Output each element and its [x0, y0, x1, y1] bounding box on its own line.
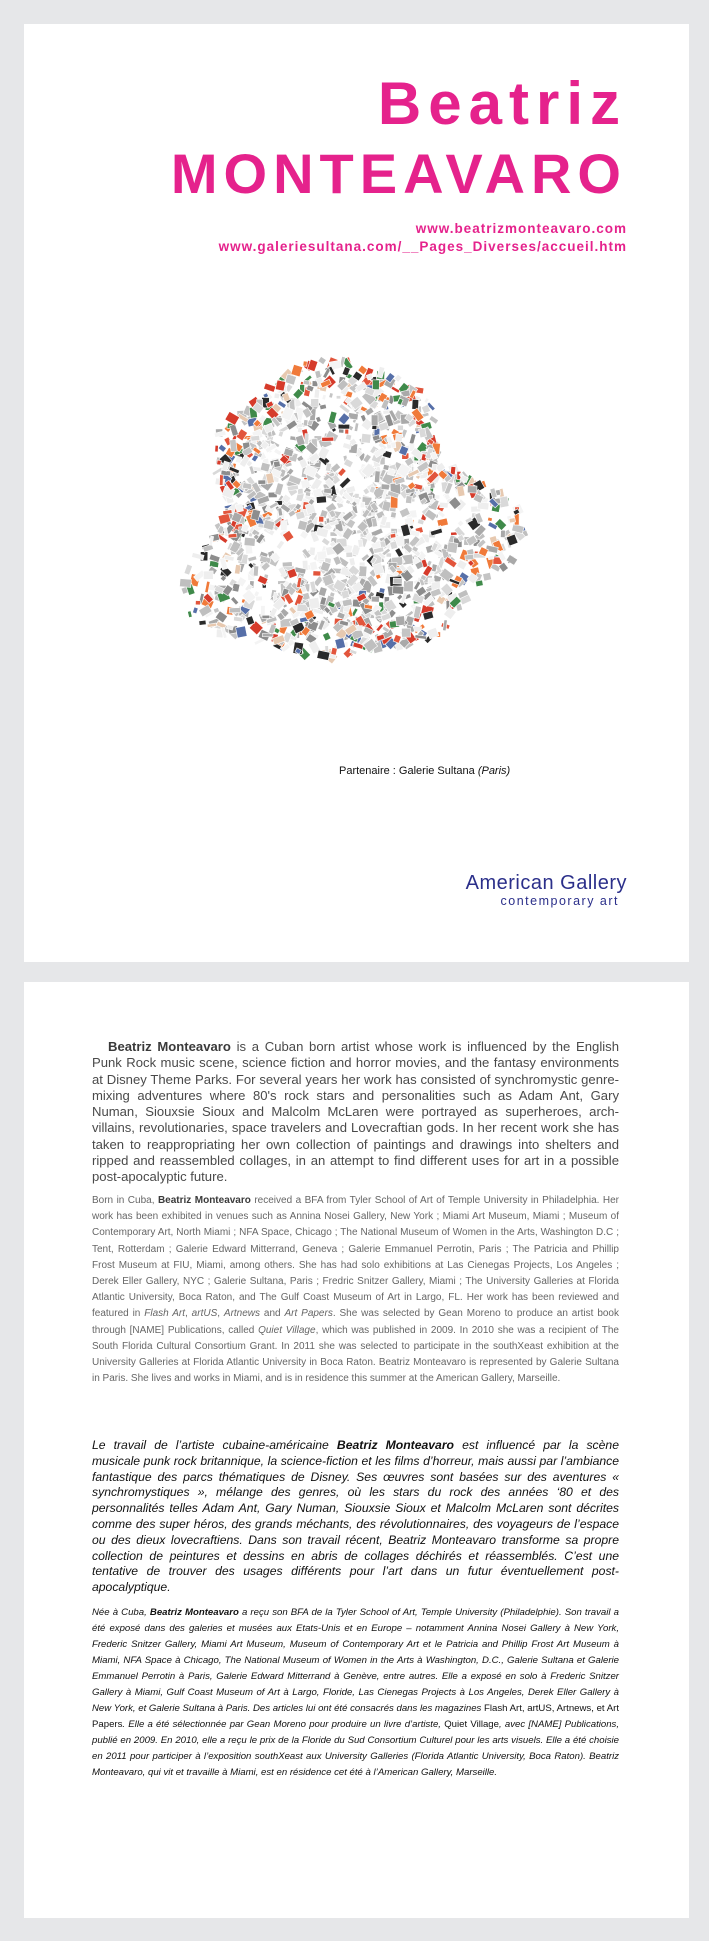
magazine-title: artUS	[191, 1308, 218, 1320]
book-title: Quiet Village	[258, 1324, 316, 1336]
american-gallery-logo	[466, 872, 627, 908]
cover-page	[24, 24, 689, 962]
artist-first-name: Beatriz	[377, 70, 627, 137]
artist-name-bold: Beatriz Monteavaro	[108, 1039, 231, 1054]
english-intro-paragraph	[92, 1039, 619, 1186]
text-span: , avec [NAME] Publications, publié en 2009. En 2010, elle a reçu le prix de la Floride du Sud Consortium Culturel pour les arts visuels. Elle a été choisie en 2011 pour participer à l’exposition southXeast aux University Galleries (Florida Atlantic University, Boca Raton). Beatriz Monteavaro, qui vit et travaille à Miami, est en résidence cet été à l’American Gallery, Marseille.	[92, 1719, 620, 1778]
artwork-image	[144, 324, 544, 724]
text-span: , which was published in 2009. In 2010 she was a recipient of The South Florida Cultural Consortium Grant. In 2011 she was selected to participate in the southXeast exhibition at the University Galleries at Florida Atlantic University in Boca Raton. Beatriz Monteavaro is represented by Galerie Sultana in Paris. She lives and works in Miami, and is in residence this summer at the American Gallery, Marseille.	[92, 1324, 619, 1385]
book-title: Quiet Village	[444, 1719, 499, 1730]
gallery-name: American Gallery	[465, 872, 627, 894]
artist-name-bold: Beatriz Monteavaro	[336, 1438, 455, 1452]
artist-last-name: MONTEAVARO	[170, 142, 627, 205]
magazine-title: Flash Art	[144, 1308, 185, 1320]
partner-caption	[339, 765, 510, 777]
magazine-title: Artnews	[223, 1308, 261, 1320]
magazine-title: Art Papers	[284, 1308, 333, 1320]
text-span: . Elle a été sélectionnée par Gean Moreno pour produire un livre d’artiste,	[122, 1719, 445, 1730]
text-span: . She was selected by Gean Moreno to produce an artist book through [NAME] Publications, called	[92, 1308, 619, 1336]
artist-website-link[interactable]: www.beatrizmonteavaro.com	[415, 221, 627, 236]
text-span: a reçu son BFA de la Tyler School of Art, Temple University (Philadelphie). Son travail a été exposé dans des galeries et musées aux Etats-Unis et en Europe – notamment Annina Nosei Gallery à New York, Frederic Snitzer Gallery, Miami Art Museum, Museum of Contemporary Art et le Patricia and Phillip Frost Art Museum à Miami, NFA Space à Chicago, The National Museum of Women in the Arts à Washington, D.C., Galerie Sultana et Galerie Emmanuel Perrotin à Paris, Galerie Edward Mitterrand à Genève, entre autres. Elle a exposé en solo à Frederic Snitzer Gallery à Miami, Gulf Coast Museum of Art à Largo, Floride, Las Cienegas Projects à Los Angeles, Derek Eller Gallery à New York, et Galerie Sultana à Paris. Des articles lui ont été consacrés dans les magazines	[92, 1607, 619, 1714]
partner-city: (Paris)	[477, 765, 511, 777]
text-span: and	[260, 1308, 285, 1320]
text-span: received a BFA from Tyler School of Art of Temple University in Philadelphia. Her work has been exhibited in venues such as Annina Nosei Gallery, New York ; Miami Art Museum, Miami ; Museum of Contemporary Art, North Miami ; NFA Space, Chicago ; The National Museum of Women in the Arts, Washington D.C ; Tent, Rotterdam ; Galerie Edward Mitterrand, Geneva ; Galerie Emmanuel Perrotin, Paris ; The Patricia and Phillip Frost Museum at FIU, Miami, among others. She has had solo exhibitions at Las Cienegas Projects, Los Angeles ; Derek Eller Gallery, NYC ; Galerie Sultana, Paris ; Fredric Snitzer Gallery, Miami ; The University Galleries at Florida Atlantic University, Boca Raton, and The Gulf Coast Museum of Art in Largo, FL. Her work has been reviewed and featured in	[92, 1195, 619, 1320]
artwork-fragments	[179, 356, 528, 664]
gallery-website-link[interactable]: www.galeriesultana.com/__Pages_Diverses/accueil.htm	[218, 239, 627, 254]
magazine-titles: Flash Art, artUS, Artnews, et Art Papers	[92, 1703, 619, 1730]
text-span: Née à Cuba,	[92, 1607, 150, 1618]
english-intro-text: is a Cuban born artist whose work is influenced by the English Punk Rock music scene, science fiction and horror movies, and the fantasy environments at Disney Theme Parks. For several years her work has consisted of synchromystic genre-mixing adventures where 80's rock stars and personalities such as Adam Ant, Gary Numan, Siouxsie Sioux and Malcolm McLaren were portrayed as superheroes, arch-villains, revolutionaries, space travelers and Lovecraftian gods. In her recent work she has taken to reappropriating her own collection of paintings and drawings into shelters and ripped and reassembled collages, in an attempt to find different uses for art in a possible post-apocalyptic future.	[92, 1039, 619, 1185]
website-links	[219, 220, 627, 256]
partner-label: Partenaire : Galerie Sultana	[339, 765, 478, 777]
text-span: est influencé par la scène musicale punk rock britannique, la science-fiction et les films d’horreur, mais aussi par l’ambiance fantastique des parcs thématiques de Disney. Ses œuvres sont basées sur des aventures « synchromystiques », mélange des genres, où les stars du rock des années ‘80 et des personnalités telles Adam Ant, Gary Numan, Siouxsie Sioux et Malcolm McLaren sont décrites comme des super héros, des grands méchants, des révolutionnaires, des voyageurs de l’espace ou des dieux lovecraftiens. Dans son travail récent, Beatriz Monteavaro transforme sa propre collection de peintures et dessins en abris de collages déchirés et réassemblés. C’est une tentative de trouver des usages différents pour l’art dans un futur éventuellement post-apocalyptique.	[92, 1438, 619, 1595]
french-intro-paragraph	[92, 1438, 619, 1596]
text-page	[24, 982, 689, 1918]
artist-name-bold: Beatriz Monteavaro	[149, 1607, 239, 1618]
text-span: ,	[217, 1308, 224, 1320]
english-bio-paragraph	[92, 1193, 619, 1387]
text-span: Born in Cuba,	[92, 1195, 158, 1206]
gallery-subtitle: contemporary art	[500, 894, 619, 908]
text-span: ,	[185, 1308, 192, 1320]
french-bio-paragraph	[92, 1605, 619, 1781]
text-span: Le travail de l’artiste cubaine-américaine	[92, 1438, 337, 1452]
artist-name-bold: Beatriz Monteavaro	[157, 1195, 251, 1206]
